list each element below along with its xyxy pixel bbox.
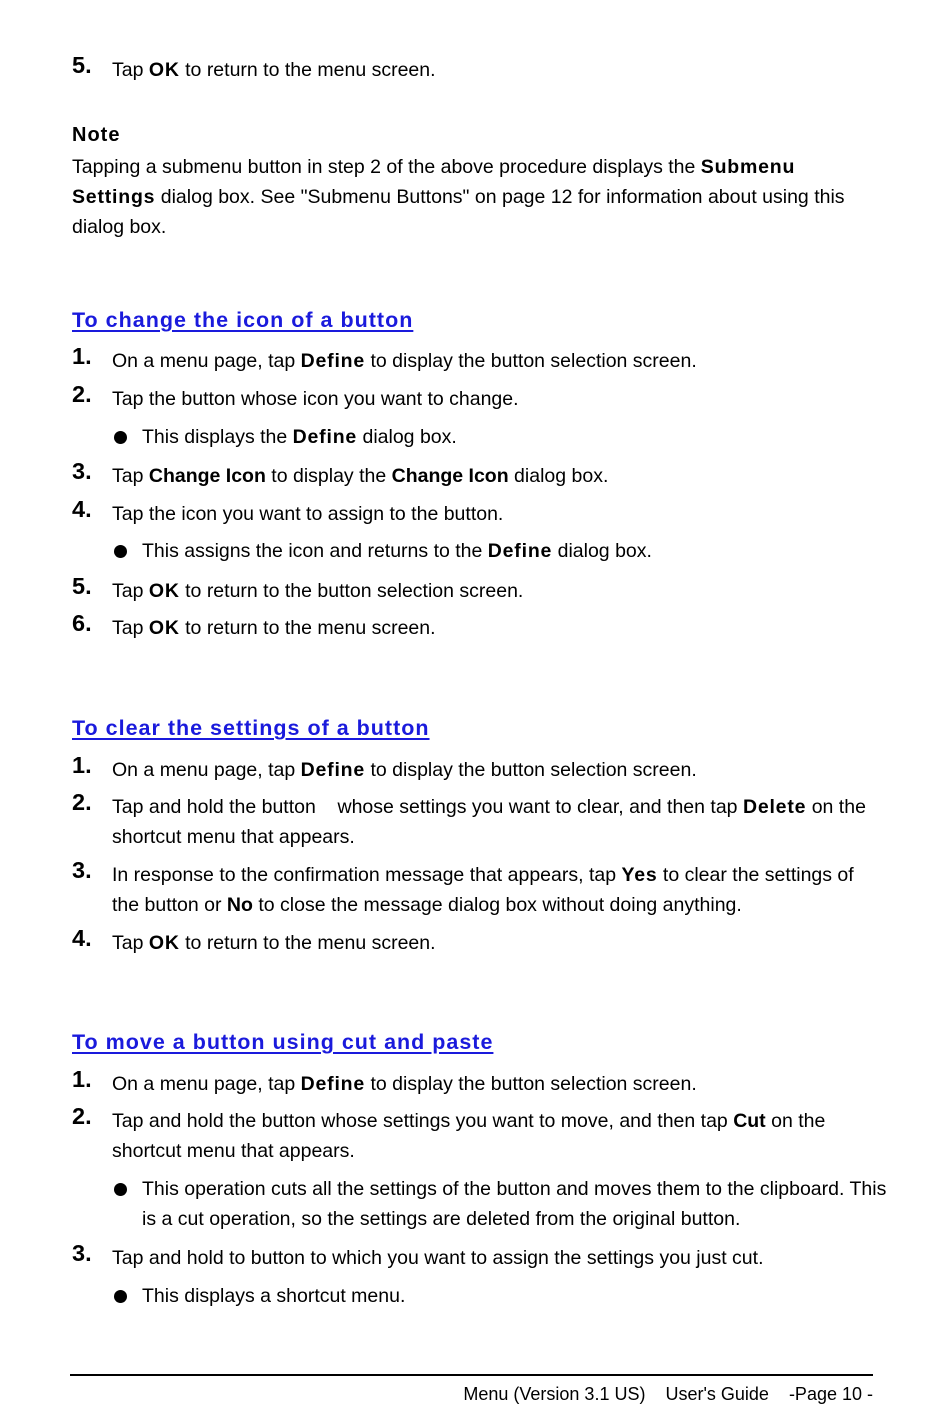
step-number: 2. [72, 381, 92, 407]
step-text: On a menu page, tap Define to display the button selection screen. [112, 350, 697, 372]
step-number: 6. [72, 610, 92, 636]
footer-divider [70, 1374, 873, 1376]
bullet-text: This assigns the icon and returns to the Define dialog box. [142, 540, 652, 562]
step-number: 5. [72, 573, 92, 599]
step-text: In response to the confirmation message that appears, tap Yes to clear the settings of the button or No to close the message dialog box without doing anything. [112, 864, 854, 916]
bullet-text: This displays the Define dialog box. [142, 426, 457, 448]
step-text: Tap and hold to button to which you want to assign the settings you just cut. [112, 1247, 764, 1269]
step-text: Tap Change Icon to display the Change Icon dialog box. [112, 465, 609, 487]
bullet-icon [114, 545, 127, 558]
step-text: Tap and hold the button whose settings you want to clear, and then tap Delete on the shortcut menu that appears. [112, 796, 872, 848]
page-footer: Menu (Version 3.1 US) User's Guide -Page 10 - [463, 1384, 873, 1404]
section-heading[interactable]: To clear the settings of a button [72, 716, 430, 740]
step-text: On a menu page, tap Define to display the button selection screen. [112, 1073, 697, 1095]
bullet-icon [114, 1183, 127, 1196]
step-number: 5. [72, 52, 92, 78]
step-number: 4. [72, 496, 92, 522]
note-title: Note [72, 124, 121, 146]
step-text: Tap and hold the button whose settings you want to move, and then tap Cut on the shortcut menu that appears. [112, 1110, 826, 1162]
step-text: Tap the icon you want to assign to the button. [112, 503, 504, 525]
bullet-icon [114, 431, 127, 444]
bullet-text: This operation cuts all the settings of the button and moves them to the clipboard. This is a cut operation, so the settings are deleted from the original button. [142, 1178, 887, 1230]
step-number: 4. [72, 925, 92, 951]
step-text: Tap OK to return to the menu screen. [112, 59, 436, 81]
step-number: 2. [72, 789, 92, 815]
step-number: 1. [72, 752, 92, 778]
bullet-icon [114, 1290, 127, 1303]
step-text: Tap OK to return to the button selection screen. [112, 580, 524, 602]
step-number: 3. [72, 458, 92, 484]
bullet-text: This displays a shortcut menu. [142, 1285, 406, 1307]
step-number: 3. [72, 1240, 92, 1266]
step-text: On a menu page, tap Define to display the button selection screen. [112, 759, 697, 781]
step-number: 3. [72, 857, 92, 883]
step-number: 1. [72, 343, 92, 369]
note-body: Tapping a submenu button in step 2 of the above procedure displays the Submenu Settings dialog box. See "Submenu Buttons" on page 12 for information about using this dialog box. [72, 156, 845, 238]
step-number: 1. [72, 1066, 92, 1092]
step-text: Tap OK to return to the menu screen. [112, 617, 436, 639]
step-text: Tap OK to return to the menu screen. [112, 932, 436, 954]
section-heading[interactable]: To change the icon of a button [72, 308, 414, 332]
step-number: 2. [72, 1103, 92, 1129]
step-text: Tap the button whose icon you want to change. [112, 388, 519, 410]
section-heading[interactable]: To move a button using cut and paste [72, 1030, 494, 1054]
